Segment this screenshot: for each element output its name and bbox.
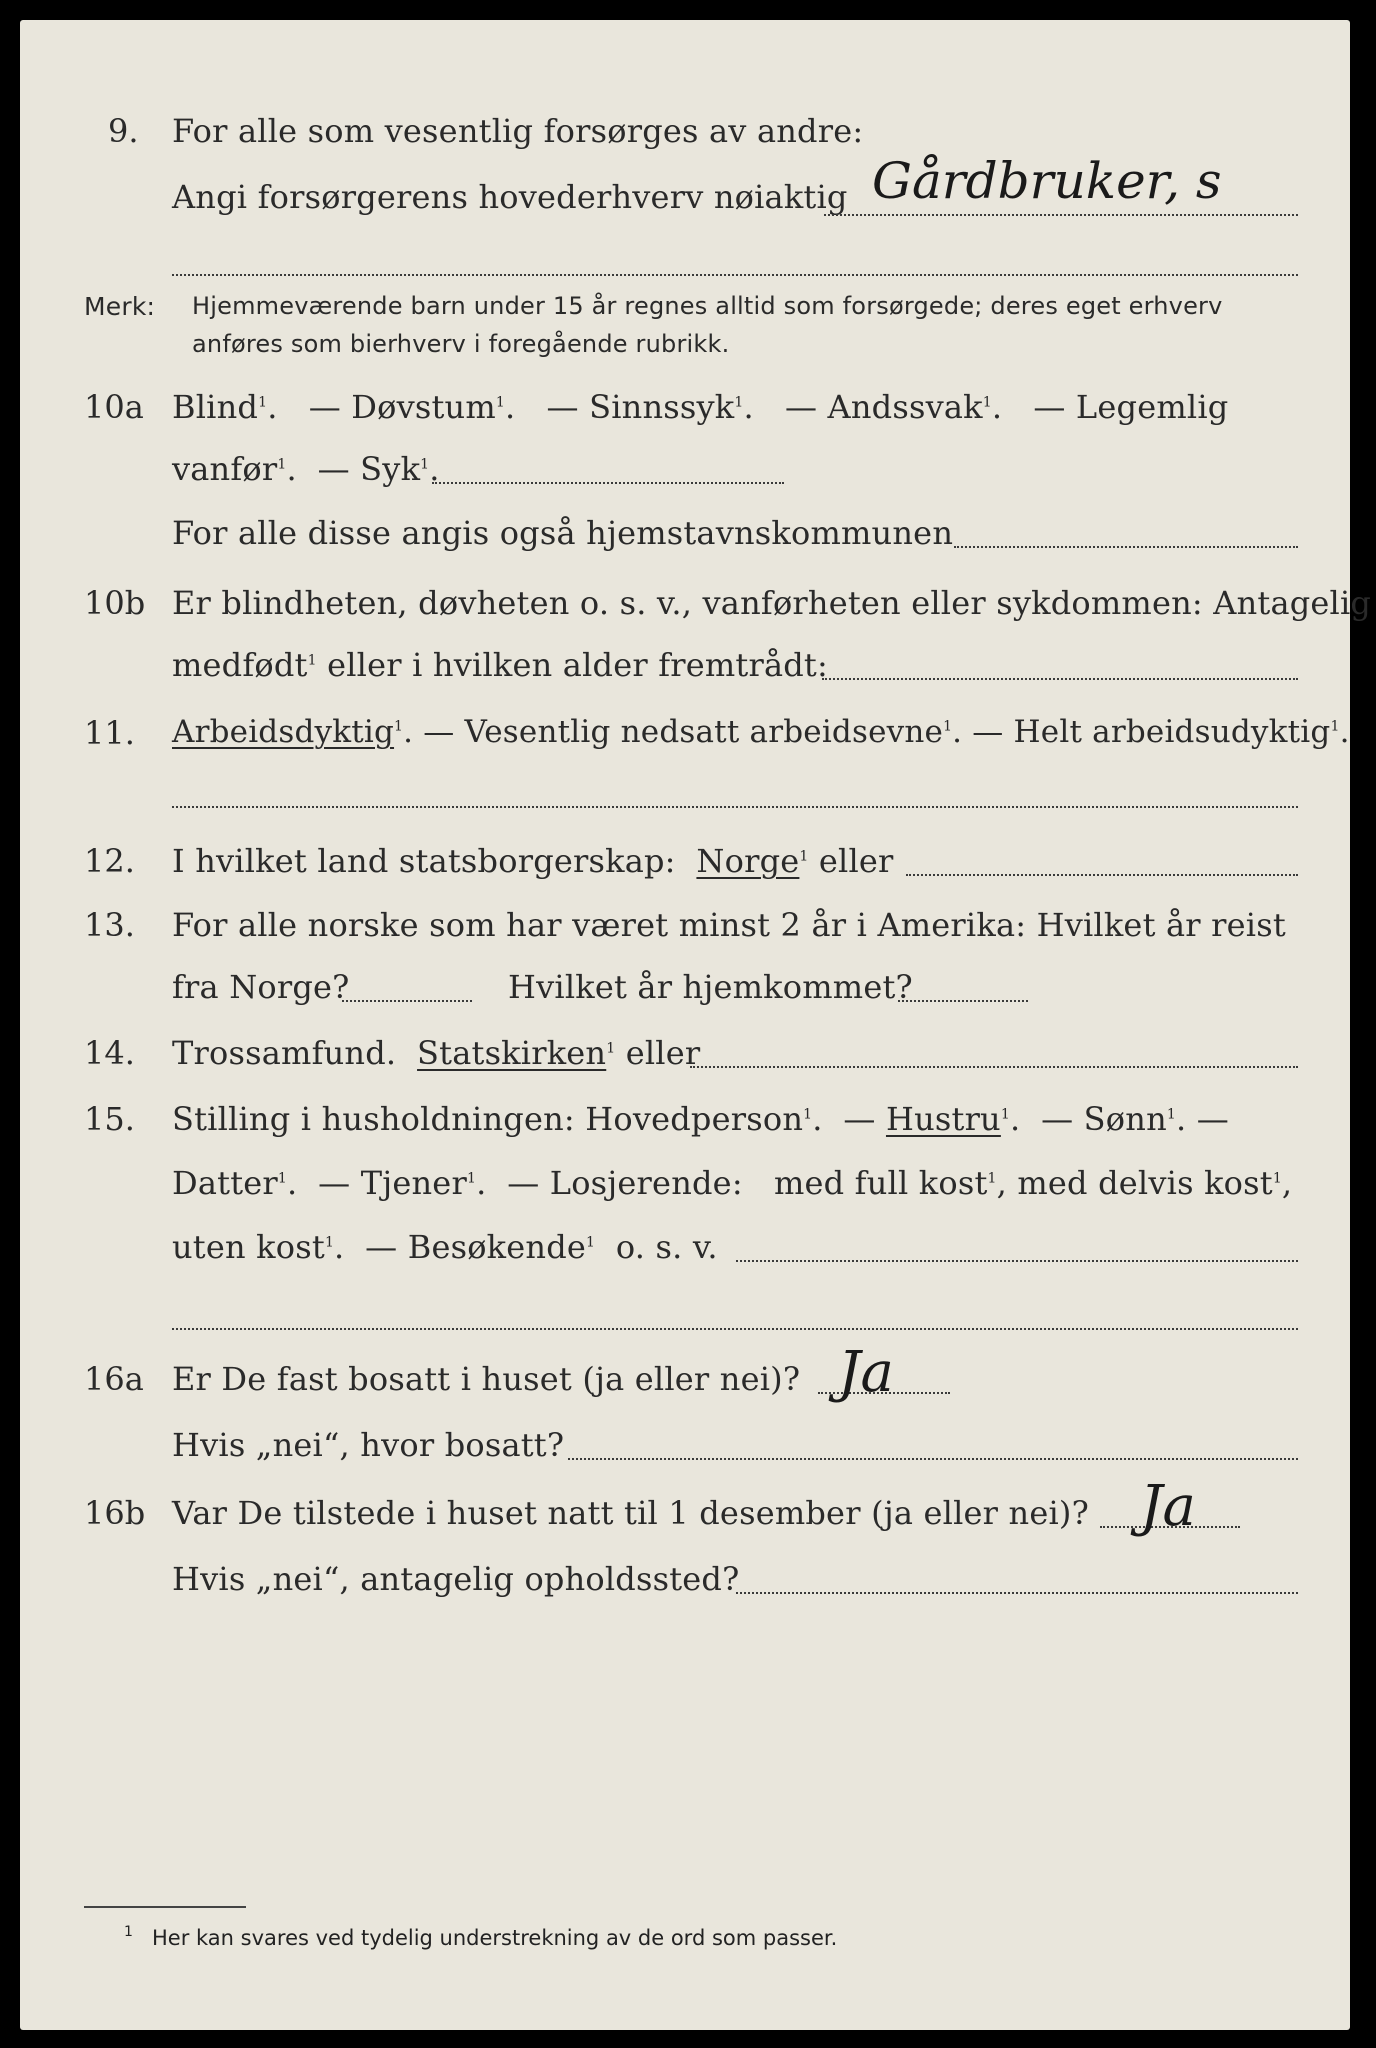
- q16b-opholdssted-line: [736, 1592, 1298, 1594]
- q14-number: 14.: [84, 1034, 135, 1072]
- q13-hjemkommet-line: [898, 1000, 1028, 1002]
- q15-line1: Stilling i husholdningen: Hovedperson$^1$. — Hustru$^1$. — Sønn$^1$. —: [172, 1100, 1229, 1138]
- q15-extra-line: [172, 1328, 1298, 1330]
- q16b-number: 16b: [84, 1494, 146, 1532]
- q16b-handwritten-answer: Ja: [1140, 1474, 1196, 1539]
- option-vesentlig: — Vesentlig nedsatt arbeidsevne: [423, 714, 944, 750]
- q16a-line2: Hvis „nei“, hvor bosatt?: [172, 1426, 565, 1464]
- q13-line2b: Hvilket år hjemkommet?: [508, 968, 913, 1006]
- q11-line1: Arbeidsdyktig$^1$. — Vesentlig nedsatt arbeidsevne$^1$. — Helt arbeidsudyktig$^1$.: [172, 714, 1350, 750]
- q15-line2: Datter$^1$. — Tjener$^1$. — Losjerende: med full kost$^1$, med delvis kost$^1$,: [172, 1164, 1293, 1202]
- q9-answer-line: [824, 214, 1298, 216]
- q10b-answer-line: [822, 678, 1298, 680]
- footnote-text: Her kan svares ved tydelig understrekning av de ord som passer.: [152, 1926, 838, 1950]
- q10b-line1: Er blindheten, døvheten o. s. v., vanførheten eller sykdommen: Antagelig: [172, 584, 1372, 622]
- option-sinnssyk: — Sinnssyk: [546, 388, 735, 426]
- q13-reist-line: [342, 1000, 472, 1002]
- q10b-line2: medfødt$^1$ eller i hvilken alder fremtrådt:: [172, 646, 828, 684]
- q16a-handwritten-answer: Ja: [838, 1340, 894, 1405]
- q13-line1: For alle norske som har været minst 2 år i Amerika: Hvilket år reist: [172, 906, 1286, 944]
- q14-answer-line: [690, 1066, 1298, 1068]
- option-arbeidsdyktig-underlined: Arbeidsdyktig: [172, 714, 395, 750]
- option-hustru-underlined: Hustru: [885, 1100, 1001, 1138]
- option-legemlig: — Legemlig: [1033, 388, 1229, 426]
- q15-line3: uten kost$^1$. — Besøkende$^1$ o. s. v.: [172, 1228, 718, 1266]
- footnote-rule: [84, 1906, 246, 1908]
- q9-number: 9.: [108, 112, 139, 150]
- q9-line2: Angi forsørgerens hovederhverv nøiaktig: [172, 178, 848, 216]
- q10a-line2: vanfør$^1$. — Syk$^1$.: [172, 450, 440, 488]
- q9-handwritten-answer: Gårdbruker, s: [872, 152, 1222, 210]
- q12-number: 12.: [84, 842, 135, 880]
- q10a-syk-line: [432, 482, 784, 484]
- option-statskirken-underlined: Statskirken: [417, 1034, 607, 1072]
- q14-line: Trossamfund. Statskirken$^1$ eller: [172, 1034, 701, 1072]
- q10a-number: 10a: [84, 388, 144, 426]
- q10b-number: 10b: [84, 584, 146, 622]
- census-form-page: [20, 20, 1350, 2030]
- q15-number: 15.: [84, 1100, 135, 1138]
- q16b-line1: Var De tilstede i huset natt til 1 desember (ja eller nei)?: [172, 1494, 1089, 1532]
- q12-answer-line: [906, 874, 1298, 876]
- option-norge-underlined: Norge: [696, 842, 800, 880]
- q9-extra-line: [172, 274, 1298, 276]
- option-andssvak: — Andssvak: [784, 388, 983, 426]
- q10a-kommune-line: [954, 546, 1298, 548]
- merk-label: Merk:: [84, 292, 156, 321]
- q16a-bosatt-line: [568, 1458, 1298, 1460]
- q13-line2a: fra Norge?: [172, 968, 350, 1006]
- q11-extra-line: [172, 806, 1298, 808]
- option-vanfor: vanfør: [172, 450, 278, 488]
- option-dovstum: — Døvstum: [308, 388, 496, 426]
- merk-line2: anføres som bierhverv i foregående rubrikk.: [192, 330, 730, 358]
- option-syk: — Syk: [317, 450, 421, 488]
- q9-line1: For alle som vesentlig forsørges av andre:: [172, 112, 864, 150]
- q16a-number: 16a: [84, 1360, 144, 1398]
- q16a-line1: Er De fast bosatt i huset (ja eller nei)?: [172, 1360, 801, 1398]
- q10a-line1: Blind$^1$. — Døvstum$^1$. — Sinnssyk$^1$. — Andssvak$^1$. — Legemlig: [172, 388, 1229, 426]
- q16b-line2: Hvis „nei“, antagelig opholdssted?: [172, 1560, 740, 1598]
- footnote-mark: 1: [124, 1924, 133, 1940]
- q13-number: 13.: [84, 906, 135, 944]
- option-helt-udyktig: — Helt arbeidsudyktig: [972, 714, 1331, 750]
- q12-line: I hvilket land statsborgerskap: Norge$^1$ eller: [172, 842, 894, 880]
- q11-number: 11.: [84, 714, 135, 752]
- option-blind: Blind: [172, 388, 259, 426]
- q10a-line3: For alle disse angis også hjemstavnskommunen: [172, 514, 954, 552]
- merk-line1: Hjemmeværende barn under 15 år regnes alltid som forsørgede; deres eget erhverv: [192, 292, 1223, 320]
- q15-answer-line: [736, 1260, 1298, 1262]
